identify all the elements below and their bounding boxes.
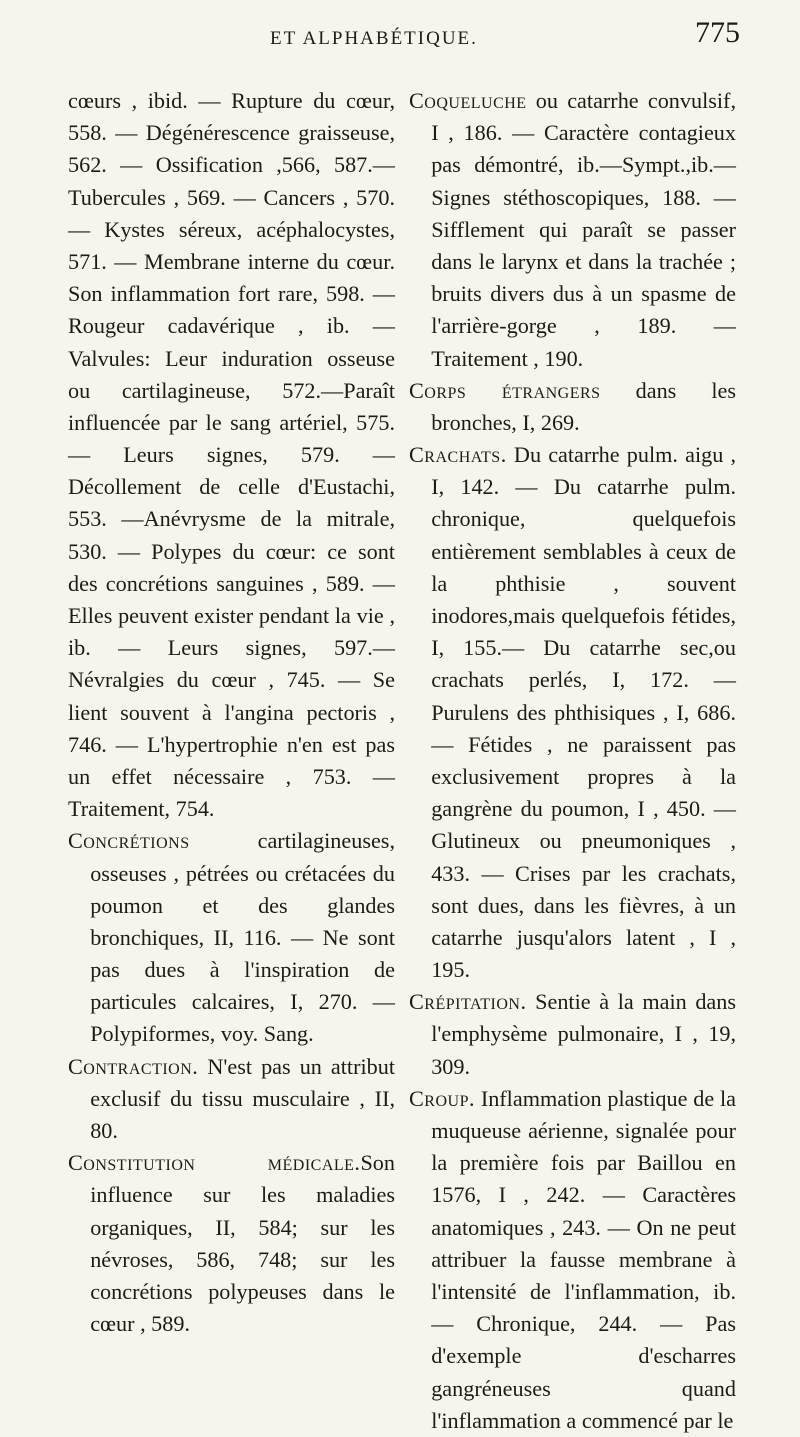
entry-headword: Contraction. xyxy=(68,1053,199,1079)
entry-text: Du catarrhe pulm. aigu , I, 142. — Du catarrhe pulm. chronique, quelquefois entièrement semblables à ceux de la phthisie , souvent inodores,mais quelquefois fétides, I, 155.— Du catarrhe sec,ou crachats perlés, I, 172. — Purulens des phthisiques , I, 686. — Fétides , ne paraissent pas exclusivement propres à la gangrène du poumon, I , 450. — Glutineux ou pneumoniques , 433. — Crises par les crachats, sont dues, dans les fièvres, à un catarrhe jusqu'alors latent , I , 195. xyxy=(431,442,736,983)
entry-headword: Corps étrangers xyxy=(409,377,601,403)
entry-concretions xyxy=(68,825,395,1050)
entry-text: dans les bronches, I, 269. xyxy=(431,377,736,435)
entry-contraction xyxy=(68,1051,395,1148)
entry-headword: Crachats. xyxy=(409,442,507,468)
entry-headword: Coqueluche xyxy=(409,88,527,113)
entry-text: cartilagineuses, osseuses , pétrées ou crétacées du poumon et des glandes bronchiques, II, 116. — Ne sont pas dues à l'inspiration de particules calcaires, I, 270. — Polypiformes, voy. Sang. xyxy=(90,828,395,1047)
entry-text: ou catarrhe convulsif, I , 186. — Caractère contagieux pas démontré, ib.—Sympt.,ib.—Signes stéthoscopiques, 188. — Sifflement qui paraît se passer dans le larynx et dans la trachée ; bruits divers dus à un spasme de l'arrière-gorge , 189. — Traitement , 190. xyxy=(431,88,736,371)
entry-crepitation xyxy=(409,986,736,1083)
entry-headword: Concrétions xyxy=(68,828,190,854)
entry-croup xyxy=(409,1083,736,1437)
entry-headword: Croup. xyxy=(409,1085,476,1111)
entry-crachats xyxy=(409,439,736,986)
entry-constitution xyxy=(68,1147,395,1340)
entry-continuation xyxy=(68,85,395,825)
page-number: 775 xyxy=(695,16,740,49)
left-column xyxy=(68,85,395,1340)
running-title: ET ALPHABÉTIQUE. xyxy=(270,28,478,49)
entry-headword: Constitution médicale. xyxy=(68,1150,361,1176)
entry-headword: Crépitation. xyxy=(409,989,527,1015)
entry-text: Son influence sur les maladies organiques, II, 584; sur les névroses, 586, 748; sur les concrétions polypeuses dans le cœur , 589. xyxy=(90,1150,395,1337)
entry-corps-etrangers xyxy=(409,375,736,439)
right-column xyxy=(409,85,736,1437)
entry-text: Sentie à la main dans l'emphysème pulmonaire, I , 19, 309. xyxy=(431,989,736,1079)
entry-text: N'est pas un attribut exclusif du tissu musculaire , II, 80. xyxy=(90,1053,395,1143)
entry-coqueluche xyxy=(409,85,736,375)
entry-text: cœurs , ibid. — Rupture du cœur, 558. — Dégénérescence graisseuse, 562. — Ossification ,566, 587.— Tubercules , 569. — Cancers , 570. — Kystes séreux, acéphalocystes, 571. — Membrane interne du cœur. Son inflammation fort rare, 598. — Rougeur cadavérique , ib. — Valvules: Leur induration osseuse ou cartilagineuse, 572.—Paraît influencée par le sang artériel, 575. — Leurs signes, 579. — Décollement de celle d'Eustachi, 553. —Anévrysme de la mitrale, 530. — Polypes du cœur: ce sont des concrétions sanguines , 589. — Elles peuvent exister pendant la vie , ib. — Leurs signes, 597.— Névralgies du cœur , 745. — Se lient souvent à l'angina pectoris , 746. — L'hypertrophie n'en est pas un effet nécessaire , 753. — Traitement, 754. xyxy=(68,88,395,822)
entry-text: Inflammation plastique de la muqueuse aérienne, signalée pour la première fois par Baillou en 1576, I , 242. — Caractères anatomiques , 243. — On ne peut attribuer la fausse membrane à l'intensité de l'inflammation, ib. — Chronique, 244. — Pas d'exemple d'escharres gangréneuses quand l'inflammation a commencé par le xyxy=(431,1085,736,1433)
